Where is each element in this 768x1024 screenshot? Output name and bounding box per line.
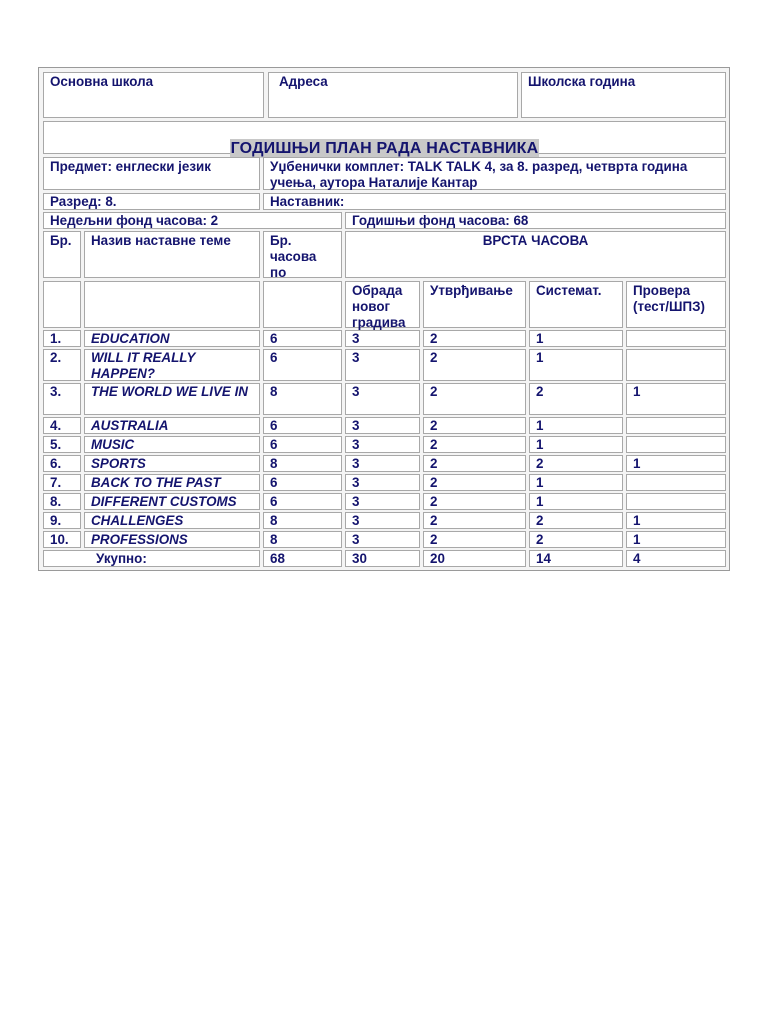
table-row-hours: 8 xyxy=(263,383,342,415)
school-name-label: Основна школа xyxy=(50,74,154,89)
table-row-num: 7. xyxy=(43,474,81,491)
weekly-hours-cell xyxy=(43,212,342,229)
table-row-test: 1 xyxy=(626,455,726,472)
grade-text: Разред: 8. xyxy=(50,194,117,209)
grade-cell xyxy=(43,193,260,210)
table-row-test: 1 xyxy=(626,531,726,548)
table-row-num: 4. xyxy=(43,417,81,434)
total-row-label: Укупно: xyxy=(43,550,260,567)
total-row-system: 14 xyxy=(529,550,623,567)
table-row-system: 1 xyxy=(529,436,623,453)
table-row-new: 3 xyxy=(345,474,420,491)
col-header-test: Провера (тест/ШПЗ) xyxy=(626,281,726,328)
school-year-cell xyxy=(521,72,726,118)
table-row-test xyxy=(626,493,726,510)
textbook-text: Уџбенички комплет: TALK TALK 4, за 8. разред, четврта година учења, аутора Наталије Кантар xyxy=(270,159,688,190)
table-row-num: 8. xyxy=(43,493,81,510)
table-row-topic: MUSIC xyxy=(84,436,260,453)
yearly-hours-text: Годишњи фонд часова: 68 xyxy=(352,213,529,228)
table-row-new: 3 xyxy=(345,349,420,381)
total-row-test: 4 xyxy=(626,550,726,567)
table-row-num: 10. xyxy=(43,531,81,548)
total-row-new: 30 xyxy=(345,550,420,567)
table-row-system: 1 xyxy=(529,417,623,434)
table-row-new: 3 xyxy=(345,417,420,434)
title-cell xyxy=(43,121,726,157)
table-row-hours: 6 xyxy=(263,474,342,491)
textbook-cell xyxy=(263,157,726,190)
page-title: ГОДИШЊИ ПЛАН РАДА НАСТАВНИКА xyxy=(230,140,539,157)
address-cell xyxy=(268,72,518,118)
table-row-practice: 2 xyxy=(423,417,526,434)
table-row-hours: 6 xyxy=(263,417,342,434)
col-header-systematization: Системат. xyxy=(529,281,623,328)
table-row-topic: BACK TO THE PAST xyxy=(84,474,260,491)
col-header-num: Бр. xyxy=(43,231,81,278)
table-row-new: 3 xyxy=(345,383,420,415)
table-row-test xyxy=(626,436,726,453)
table-row-num: 5. xyxy=(43,436,81,453)
table-row-system: 2 xyxy=(529,455,623,472)
address-label: Адреса xyxy=(279,74,328,89)
teacher-text: Наставник: xyxy=(270,194,345,209)
table-row-practice: 2 xyxy=(423,349,526,381)
col-header-lesson-type: ВРСТА ЧАСОВА xyxy=(345,231,726,278)
subject-cell xyxy=(43,157,260,190)
table-row-practice: 2 xyxy=(423,512,526,529)
table-row-system: 2 xyxy=(529,383,623,415)
table-row-test xyxy=(626,330,726,347)
table-row-num: 9. xyxy=(43,512,81,529)
table-row-topic: DIFFERENT CUSTOMS xyxy=(84,493,260,510)
table-row-hours: 8 xyxy=(263,512,342,529)
col-header-practice: Утврђивање xyxy=(423,281,526,328)
table-row-practice: 2 xyxy=(423,455,526,472)
table-row-practice: 2 xyxy=(423,493,526,510)
total-row-practice: 20 xyxy=(423,550,526,567)
table-row-new: 3 xyxy=(345,330,420,347)
table-row-system: 2 xyxy=(529,531,623,548)
table-row-system: 1 xyxy=(529,493,623,510)
col-header-hours: Бр. часова по xyxy=(263,231,342,278)
table-row-practice: 2 xyxy=(423,531,526,548)
yearly-hours-cell xyxy=(345,212,726,229)
table-row-system: 1 xyxy=(529,349,623,381)
annual-plan-document xyxy=(38,67,730,571)
table-row-topic: AUSTRALIA xyxy=(84,417,260,434)
table-row-topic: SPORTS xyxy=(84,455,260,472)
school-name-cell xyxy=(43,72,264,118)
table-row-test: 1 xyxy=(626,512,726,529)
table-row-hours: 8 xyxy=(263,455,342,472)
col-header-num-blank xyxy=(43,281,81,328)
col-header-new-material: Обрада новог градива xyxy=(345,281,420,328)
school-year-label: Школска година xyxy=(528,74,636,89)
table-row-hours: 6 xyxy=(263,330,342,347)
table-row-hours: 8 xyxy=(263,531,342,548)
table-row-num: 1. xyxy=(43,330,81,347)
table-row-practice: 2 xyxy=(423,436,526,453)
table-row-topic: PROFESSIONS xyxy=(84,531,260,548)
teacher-cell xyxy=(263,193,726,210)
table-row-test xyxy=(626,474,726,491)
table-row-topic: CHALLENGES xyxy=(84,512,260,529)
table-row-new: 3 xyxy=(345,455,420,472)
col-header-topic: Назив наставне теме xyxy=(84,231,260,278)
table-row-new: 3 xyxy=(345,512,420,529)
table-row-system: 2 xyxy=(529,512,623,529)
table-row-hours: 6 xyxy=(263,493,342,510)
table-row-new: 3 xyxy=(345,531,420,548)
table-row-test xyxy=(626,349,726,381)
weekly-hours-text: Недељни фонд часова: 2 xyxy=(50,213,219,228)
table-row-new: 3 xyxy=(345,436,420,453)
table-row-system: 1 xyxy=(529,474,623,491)
col-header-hours-blank xyxy=(263,281,342,328)
table-row-num: 2. xyxy=(43,349,81,381)
table-row-hours: 6 xyxy=(263,349,342,381)
table-row-num: 3. xyxy=(43,383,81,415)
table-row-hours: 6 xyxy=(263,436,342,453)
col-header-topic-blank xyxy=(84,281,260,328)
table-row-practice: 2 xyxy=(423,330,526,347)
table-row-test xyxy=(626,417,726,434)
table-row-practice: 2 xyxy=(423,383,526,415)
table-row-practice: 2 xyxy=(423,474,526,491)
subject-text: Предмет: енглески језик xyxy=(50,159,211,174)
table-row-new: 3 xyxy=(345,493,420,510)
table-row-system: 1 xyxy=(529,330,623,347)
table-row-test: 1 xyxy=(626,383,726,415)
table-row-num: 6. xyxy=(43,455,81,472)
table-row-topic: WILL IT REALLY HAPPEN? xyxy=(84,349,260,381)
table-row-topic: THE WORLD WE LIVE IN xyxy=(84,383,260,415)
table-row-topic: EDUCATION xyxy=(84,330,260,347)
total-row-hours: 68 xyxy=(263,550,342,567)
